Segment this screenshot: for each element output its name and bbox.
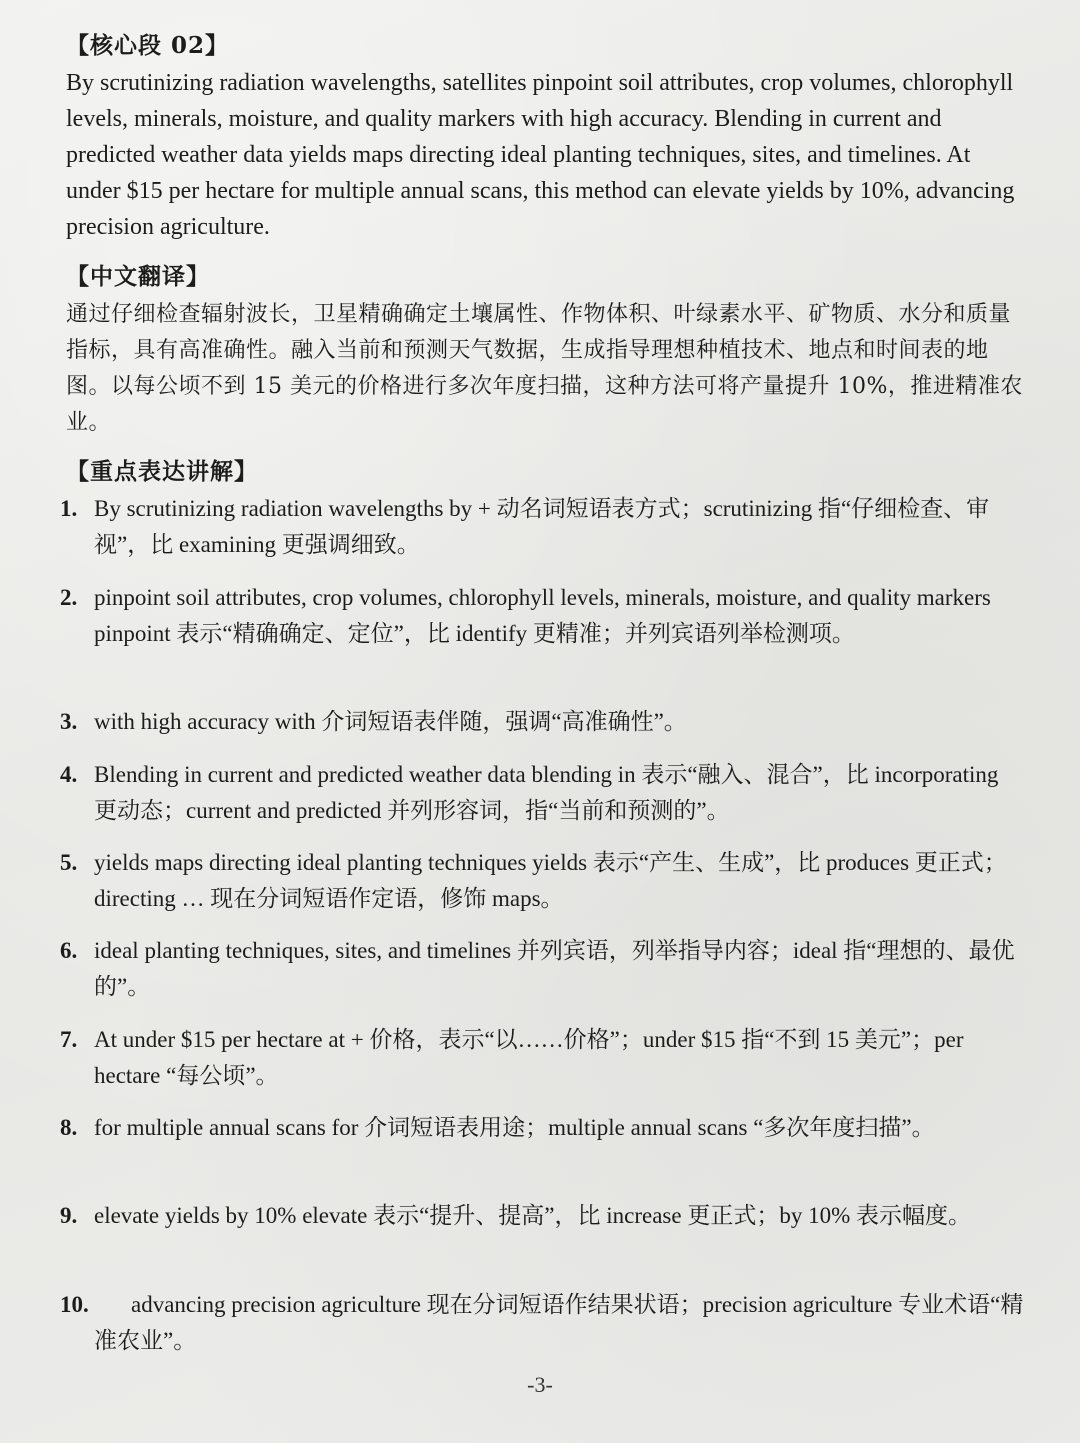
key-point-number: 5. (60, 850, 78, 875)
key-point-text: with high accuracy with 介词短语表伴随，强调“高准确性”。 (94, 709, 687, 734)
key-points-title: 【重点表达讲解】 (66, 458, 258, 485)
key-point-item (60, 1110, 1025, 1146)
key-point-number: 6. (60, 938, 78, 963)
core-paragraph-text: By scrutinizing radiation wavelengths, satellites pinpoint soil attributes, crop volumes, chlorophyll levels, minerals, moisture, and quality markers with high accuracy. Blending in current and predicted weather data yields maps directing ideal planting techniques, sites, and timelines. At under $15 per hectare for multiple annual scans, this method can elevate yields by 10%, advancing precision agriculture. (66, 70, 1015, 240)
key-point-text: By scrutinizing radiation wavelengths by + 动名词短语表方式；scrutinizing 指“仔细检查、审视”，比 examining 更强调细致。 (94, 496, 990, 557)
key-point-text: ideal planting techniques, sites, and timelines 并列宾语，列举指导内容；ideal 指“理想的、最优的”。 (94, 938, 1015, 999)
key-point-item (60, 491, 1025, 563)
key-point-number: 1. (60, 496, 78, 521)
key-point-text: pinpoint soil attributes, crop volumes, chlorophyll levels, minerals, moisture, and quality markers pinpoint 表示“精确确定、定位”，比 identify 更精准；并列宾语列举检测项。 (94, 585, 991, 646)
key-point-text: yields maps directing ideal planting techniques yields 表示“产生、生成”，比 produces 更正式；directing … 现在分词短语作定语，修饰 maps。 (94, 850, 1007, 911)
key-point-number: 7. (60, 1027, 78, 1052)
key-point-number: 10. (60, 1292, 89, 1317)
key-point-item (60, 845, 1025, 917)
key-point-item (60, 1022, 1025, 1094)
key-point-text: At under $15 per hectare at + 价格，表示“以……价格”；under $15 指“不到 15 美元”；per hectare “每公顷”。 (94, 1027, 964, 1088)
key-point-number: 9. (60, 1203, 78, 1228)
key-point-text: for multiple annual scans for 介词短语表用途；multiple annual scans “多次年度扫描”。 (94, 1115, 935, 1140)
key-point-number: 8. (60, 1115, 78, 1140)
key-point-item (60, 704, 1025, 740)
translation-text: 通过仔细检查辐射波长，卫星精确确定土壤属性、作物体积、叶绿素水平、矿物质、水分和质量指标，具有高准确性。融入当前和预测天气数据，生成指导理想种植技术、地点和时间表的地图。以每公顷不到 15 美元的价格进行多次年度扫描，这种方法可将产量提升 10%，推进精准农业。 (66, 302, 1023, 435)
key-point-item (60, 757, 1025, 829)
core-paragraph-title: 【核心段 02】 (66, 32, 230, 59)
key-point-text: advancing precision agriculture 现在分词短语作结果状语；precision agriculture 专业术语“精准农业”。 (94, 1292, 1024, 1353)
page-number: -3- (527, 1372, 553, 1397)
key-point-text: Blending in current and predicted weather data blending in 表示“融入、混合”，比 incorporating 更动态；current and predicted 并列形容词，指“当前和预测的”。 (94, 762, 999, 823)
key-point-item (60, 1198, 1025, 1234)
key-point-number: 2. (60, 585, 78, 610)
key-point-number: 3. (60, 709, 78, 734)
translation-title: 【中文翻译】 (66, 263, 210, 290)
key-point-number: 4. (60, 762, 78, 787)
key-point-text: elevate yields by 10% elevate 表示“提升、提高”，比 increase 更正式；by 10% 表示幅度。 (94, 1203, 971, 1228)
key-point-item (60, 580, 1025, 652)
key-point-item (60, 1287, 1025, 1359)
key-point-item (60, 933, 1025, 1005)
